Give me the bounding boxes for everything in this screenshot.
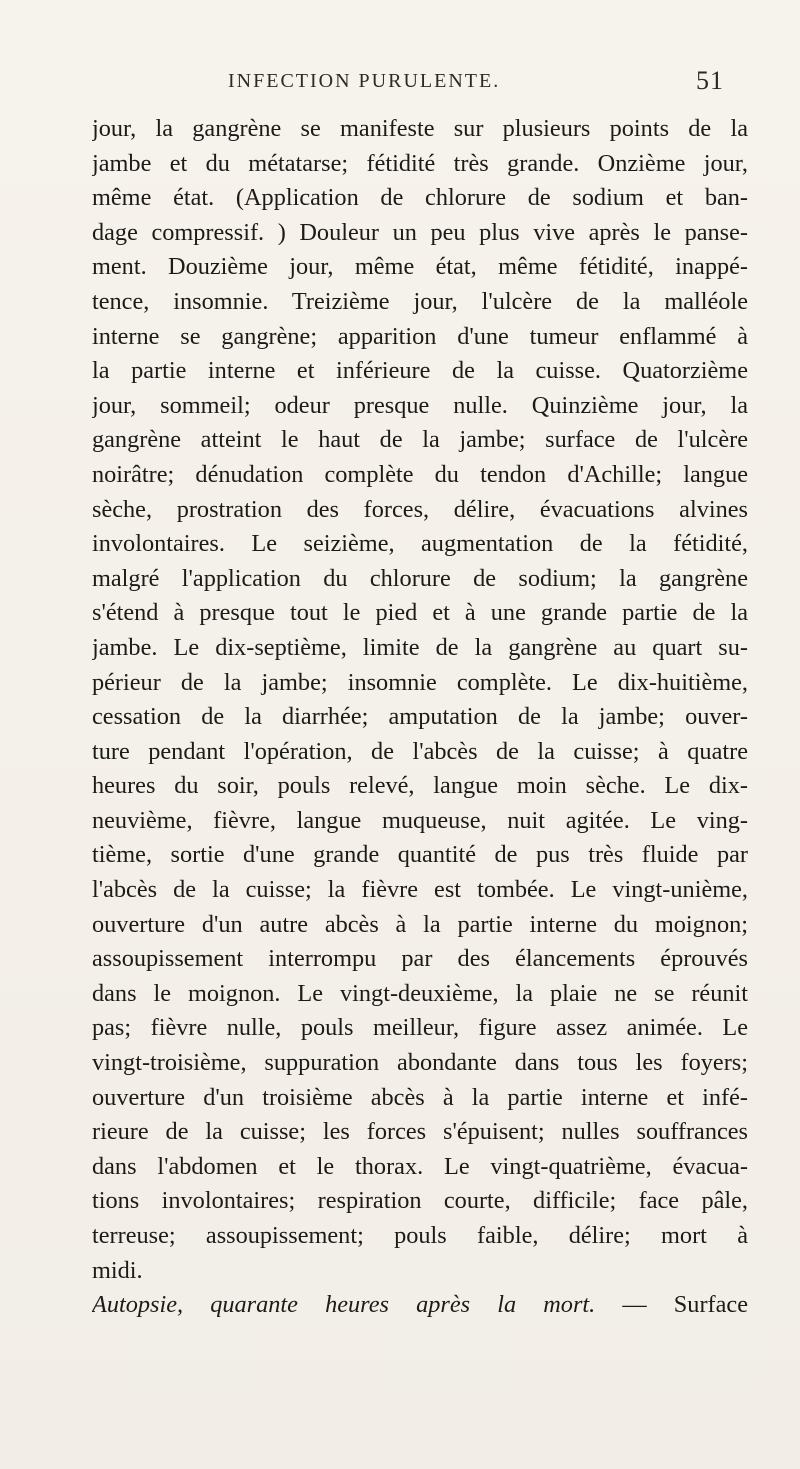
text-line: tième, sortie d'une grande quantité de pus très fluide par [92, 841, 748, 869]
text-line: interne se gangrène; apparition d'une tumeur enflammé à [92, 322, 748, 350]
text-line: terreuse; assoupissement; pouls faible, délire; mort à [92, 1222, 748, 1249]
running-title: INFECTION PURULENTE. [228, 70, 501, 92]
text-line: l'abcès de la cuisse; la fièvre est tombée. Le vingt-unième, [92, 876, 748, 904]
text-line: heures du soir, pouls relevé, langue moin sèche. Le dix- [92, 772, 748, 800]
text-line: tions involontaires; respiration courte, difficile; face pâle, [92, 1187, 748, 1215]
text-line: s'étend à presque tout le pied et à une grande partie de la [92, 599, 748, 627]
text-line: vingt-troisième, suppuration abondante dans tous les foyers; [92, 1049, 748, 1077]
text-line: involontaires. Le seizième, augmentation de la fétidité, [92, 530, 748, 558]
page-number: 51 [696, 66, 724, 95]
text-line: jambe et du métatarse; fétidité très grande. Onzième jour, [92, 149, 748, 177]
text-line: assoupissement interrompu par des élancements éprouvés [92, 945, 748, 973]
text-line: gangrène atteint le haut de la jambe; surface de l'ulcère [92, 426, 748, 454]
text-line: même état. (Application de chlorure de sodium et ban- [92, 184, 748, 212]
text-line: ouverture d'un autre abcès à la partie interne du moignon; [92, 910, 748, 938]
text-line: ture pendant l'opération, de l'abcès de la cuisse; à quatre [92, 737, 748, 765]
text-line: la partie interne et inférieure de la cuisse. Quatorzième [92, 357, 748, 385]
running-header [228, 64, 668, 98]
text-line: jour, sommeil; odeur presque nulle. Quinzième jour, la [92, 391, 748, 419]
text-line: jour, la gangrène se manifeste sur plusieurs points de la [92, 115, 748, 142]
text-line: jambe. Le dix-septième, limite de la gangrène au quart su- [92, 633, 748, 661]
body-text [92, 112, 748, 1323]
text-line: sèche, prostration des forces, délire, évacuations alvines [92, 495, 748, 523]
text-line: noirâtre; dénudation complète du tendon d'Achille; langue [92, 460, 748, 488]
text-line: périeur de la jambe; insomnie complète. Le dix-huitième, [92, 668, 748, 696]
text-line: dans le moignon. Le vingt-deuxième, la plaie ne se réunit [92, 979, 748, 1007]
text-line: pas; fièvre nulle, pouls meilleur, figure assez animée. Le [92, 1014, 748, 1042]
text-line: neuvième, fièvre, langue muqueuse, nuit agitée. Le ving- [92, 806, 748, 834]
final-text-line [92, 1288, 748, 1323]
text-line: rieure de la cuisse; les forces s'épuisent; nulles souffrances [92, 1118, 748, 1146]
final-line-continuation: — Surface [595, 1291, 748, 1319]
text-line: dage compressif. ) Douleur un peu plus vive après le panse- [92, 218, 748, 246]
text-line: tence, insomnie. Treizième jour, l'ulcère de la malléole [92, 287, 748, 315]
text-line: ment. Douzième jour, même état, même fétidité, inappé- [92, 253, 748, 281]
text-line: malgré l'application du chlorure de sodium; la gangrène [92, 564, 748, 592]
autopsy-heading: Autopsie, quarante heures après la mort. [92, 1291, 596, 1319]
text-line: midi. [92, 1256, 143, 1284]
text-line: ouverture d'un troisième abcès à la partie interne et infé- [92, 1083, 748, 1111]
text-line: cessation de la diarrhée; amputation de la jambe; ouver- [92, 703, 748, 731]
text-line: dans l'abdomen et le thorax. Le vingt-quatrième, évacua- [92, 1152, 748, 1180]
